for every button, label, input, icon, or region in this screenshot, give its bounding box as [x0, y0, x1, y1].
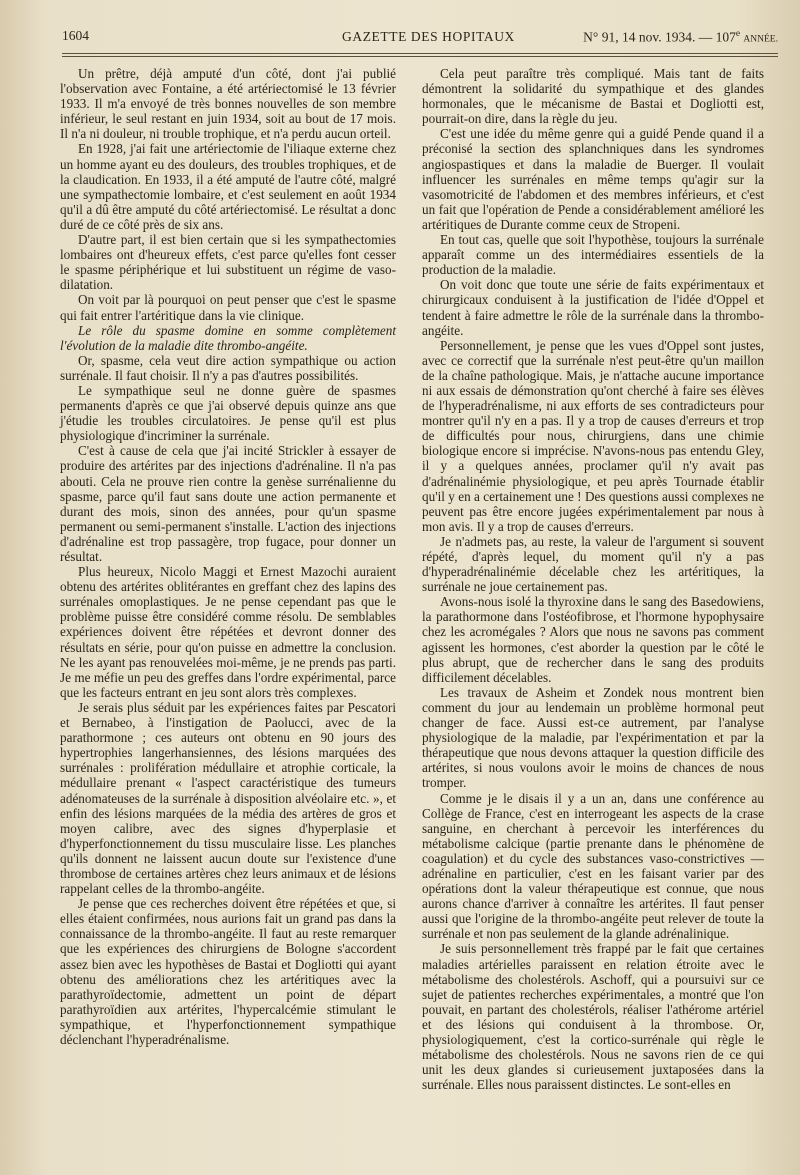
- paragraph: Comme je le disais il y a un an, dans une conférence au Collège de France, c'est en interrogeant les aspects de la crase sanguine, en cherchant à percevoir les interférences du métabolisme calcique (partie prenante dans le phénomène de coagulation) et du cycle des substances vaso-constrictives — adrénaline en particulier, c'est en les faisant varier par des opérations dont la valeur thérapeutique est connue, que nous aurons chance d'arriver à connaître les artérites. Il faut penser aussi que l'origine de la thrombo-angéite peut relever de toute la surrénale et non pas seulement de la glande adrénalinique.: [422, 790, 764, 942]
- paragraph: Je serais plus séduit par les expériences faites par Pescatori et Bernabeo, à l'instigation de Paolucci, avec de la parathormone ; ces auteurs ont obtenu en 90 jours des hypertrophies langerhansiennes, des lésions marquées des surrénales : prolifération médullaire et atrophie corticale, la médullaire prenant « l'aspect caractéristique des tumeurs adénomateuses de la surrénale à disposition alvéolaire etc. », et enfin des lésions marquées de la média des artères de gros et moyen calibre, avec des signes d'hyperplasie et d'hyperfonctionnement du tissu musculaire lisse. Les planches qu'ils donnent ne laissent aucun doute sur l'existence d'une thrombose de certaines artères chez leurs animaux et de lésions rappelant celles de la thrombo-angéite.: [60, 699, 396, 897]
- page-number: 1604: [62, 28, 89, 43]
- paragraph-italic: Le rôle du spasme domine en somme complètement l'évolution de la maladie dite thrombo-angéite.: [60, 322, 396, 353]
- paragraph: Personnellement, je pense que les vues d'Oppel sont justes, avec ce correctif que la surrénale n'est peut-être qu'un maillon de la chaîne pathologique. Mais, je n'attache aucune importance ni aux essais de démonstration qu'ont cherché à faire ses élèves de l'hyperadrénalisme, ni aux efforts de ses contradicteurs pour montrer qu'il n'y en a pas. Il y a trop de causes d'erreurs et trop de difficultés pour nous, chirurgiens, dans une chimie biologique encore si imprécise. N'avons-nous pas entendu Gley, il y a quelques années, proclamer qu'il n'y avait pas d'adrénalinémie physiologique, et peu après Tournade établir qu'il y en a certainement une ! Des questions aussi complexes ne peuvent pas être encore jugées expérimentalement par nous à mon avis. Il y a trop de causes d'erreurs.: [422, 337, 764, 534]
- issue-number-date: N° 91, 14 nov. 1934. — 107: [583, 29, 736, 45]
- paragraph: C'est une idée du même genre qui a guidé Pende quand il a préconisé la section des splanchniques dans les syndromes angiospastiques et dans la maladie de Buerger. Il voulait influencer les surrénales en même temps qu'agir sur la vasomotricité de l'abdomen et des membres inférieurs, et c'est un fait que l'opération de Pende a considérablement amélioré les artéritiques de Durante comme ceux de Stropeni.: [422, 126, 764, 232]
- paragraph: Je suis personnellement très frappé par le fait que certaines maladies artérielles paraissent en relation étroite avec le métabolisme des cholestérols. Aschoff, qui a poursuivi sur ce sujet de patientes recherches expérimentales, a montré que l'on pouvait, en partant des cholestérols, réaliser l'athérome artériel et des lésions qui conduisent à la thrombose. Or, physiologiquement, c'est la cortico-surrénale qui règle le métabolisme des cholestérols. Nous ne savons rien de ce qui unit les deux glandes si curieusement juxtaposées dans la surrénale. Elles nous paraissent distinctes. Le sont-elles en: [422, 941, 764, 1093]
- left-column: [60, 66, 396, 1047]
- paragraph: Or, spasme, cela veut dire action sympathique ou action surrénale. Il faut choisir. Il n'y a pas d'autres possibilités.: [60, 352, 396, 383]
- paragraph: Plus heureux, Nicolo Maggi et Ernest Mazochi auraient obtenu des artérites oblitérantes en greffant chez des lapins des surrénales omoplastiques. Je ne pense cependant pas que le problème puisse être considéré comme résolu. De semblables expériences doivent être répétées et devront donner des résultats en série, pour qu'on puisse en admettre la conclusion. Ne les ayant pas renouvelées moi-même, je ne prends pas parti. Je me méfie un peu des greffes dans l'ordre expérimental, parce que les facteurs entrant en jeu sont alors très complexes.: [60, 564, 396, 700]
- paragraph: D'autre part, il est bien certain que si les sympathectomies lombaires ont d'heureux effets, c'est parce qu'elles font cesser le spasme périphérique et lui substituent un régime de vaso-dilatation.: [60, 232, 396, 293]
- issue-info: [583, 29, 778, 46]
- paragraph: Avons-nous isolé la thyroxine dans le sang des Basedowiens, la parathormone dans l'ostéofibrose, et l'hormone hypophysaire chez les acromégales ? Alors que nous ne savons pas comment agissent les hormones, c'est aborder la question par le côté le plus abrupt, que de rechercher dans le sang des produits difficilement décelables.: [422, 594, 764, 685]
- issue-sup: e: [735, 29, 741, 39]
- right-column: [422, 66, 764, 1092]
- paragraph: Je n'admets pas, au reste, la valeur de l'argument si souvent répété, d'après lequel, du moment qu'il n'y a pas d'hyperadrénalinémie décelable chez les artéritiques, la surrénale ne joue certainement pas.: [422, 533, 764, 595]
- paragraph: En tout cas, quelle que soit l'hypothèse, toujours la surrénale apparaît comme un des intermédiaires essentiels de la production de la maladie.: [422, 232, 764, 278]
- issue-year-label: ANNÉE.: [743, 34, 778, 45]
- paragraph: Un prêtre, déjà amputé d'un côté, dont j'ai publié l'observation avec Fontaine, a été artériectomisé le 13 février 1933. Il m'a envoyé de très bonnes nouvelles de son membre inférieur, le seul restant en juin 1934, soit au bout de 17 mois. Il n'a ni douleur, ni trouble trophique, et n'a perdu aucun orteil.: [60, 66, 396, 142]
- paragraph: Le sympathique seul ne donne guère de spasmes permanents d'après ce que j'ai observé depuis quinze ans que j'étudie les troubles circulatoires. Je pense qu'il est plus physiologique d'incriminer la surrénale.: [60, 382, 396, 444]
- paragraph: Les travaux de Asheim et Zondek nous montrent bien comment du jour au lendemain un problème hormonal peut changer de face. Aussi est-ce autrement, par l'analyse physiologique de la maladie, par l'expérimentation et par la thérapeutique que nous devons attaquer la question difficile des artérites, si nous voulons avoir le moins de chances de nous tromper.: [422, 684, 764, 791]
- paragraph: On voit donc que toute une série de faits expérimentaux et chirurgicaux conduisent à la justification de l'idée d'Oppel et tendent à faire admettre le rôle de la surrénale dans la thrombo-angéite.: [422, 277, 764, 338]
- paragraph: C'est à cause de cela que j'ai incité Strickler à essayer de produire des artérites par des injections d'adrénaline. Il n'a pas abouti. Cela ne prouve rien contre la genèse surrénalienne du spasme, parce qu'il faut sans doute une action permanente et durant des mois, sinon des années, pour qu'un spasme permanent ou semi-permanent s'installe. L'action des injections d'adrénaline est trop passagère, trop fugace, pour donner un résultat.: [60, 443, 396, 564]
- header-rule-bottom: [62, 56, 778, 57]
- paragraph: On voit par là pourquoi on peut penser que c'est le spasme qui fait entrer l'artéritique dans la vie clinique.: [60, 292, 396, 323]
- journal-title: GAZETTE DES HOPITAUX: [342, 29, 515, 44]
- header-rule-top: [62, 53, 778, 54]
- paragraph: Je pense que ces recherches doivent être répétées et que, si elles étaient confirmées, nous aurions fait un grand pas dans la connaissance de la thrombo-angéite. Il faut au reste remarquer que les expériences des chirurgiens de Bologne s'accordent assez bien avec les hypothèses de Bastai et Dogliotti qui ayant obtenu des améliorations chez les artéritiques avec la parathyroïdectomie, admettent un point de départ parathyroïdien aux artérites, l'hypercalcémie stimulant le sympathique, et l'hyperfonctionnement sympathique déclenchant l'hyperadrénalisme.: [60, 896, 396, 1047]
- page-header: [62, 26, 778, 48]
- paragraph: Cela peut paraître très compliqué. Mais tant de faits démontrent la solidarité du sympathique et des glandes hormonales, que le mécanisme de Bastai et Dogliotti est, pourrait-on dire, dans la règle du jeu.: [422, 66, 764, 127]
- paragraph: En 1928, j'ai fait une artériectomie de l'iliaque externe chez un homme ayant eu des douleurs, des troubles trophiques, et de la claudication. En 1933, il a été amputé de l'autre côté, malgré une sympathectomie lombaire, et c'est seulement en août 1934 qu'il a dû être amputé du côté artériectomisé. Le résultat a donc duré de ce côté près de six ans.: [60, 141, 396, 232]
